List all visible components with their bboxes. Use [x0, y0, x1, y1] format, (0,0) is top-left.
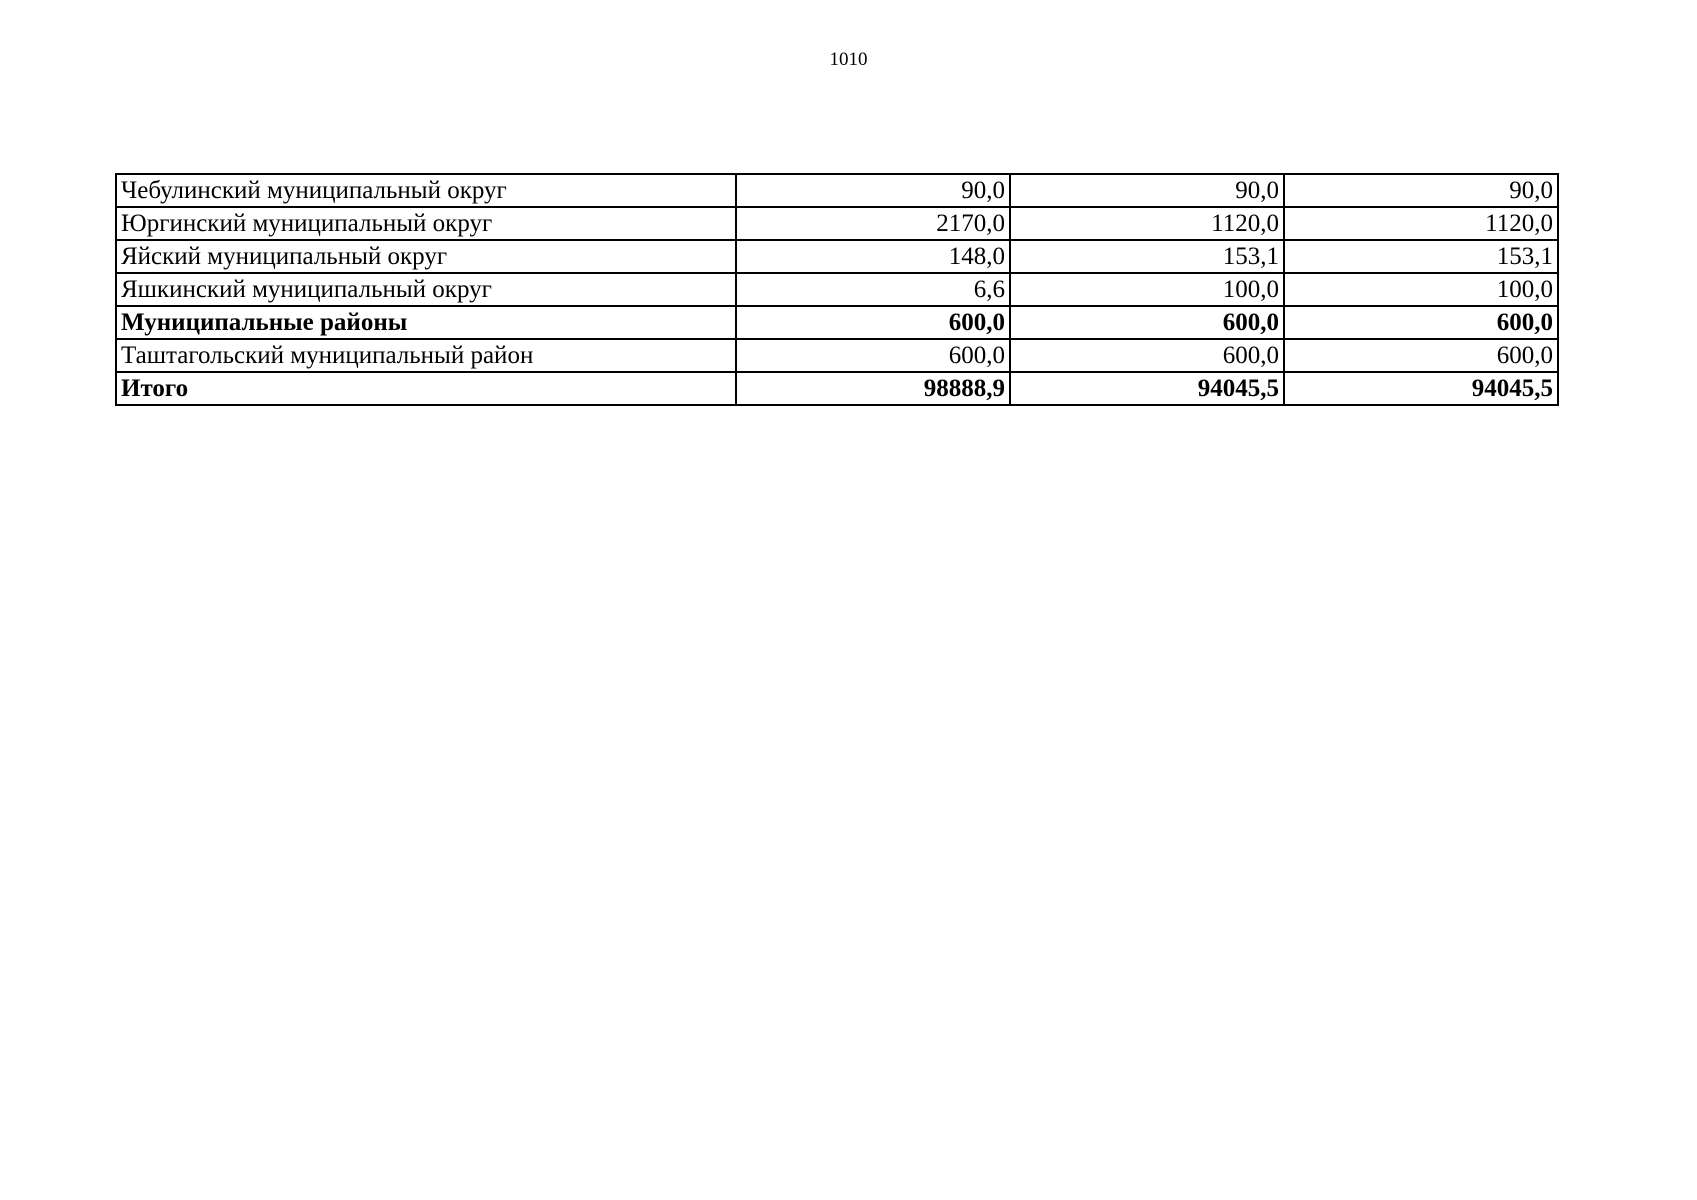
table-row-total — [116, 372, 1558, 405]
row-value-3: 1120,0 — [1284, 207, 1558, 240]
row-value-2: 100,0 — [1010, 273, 1284, 306]
row-name: Яйский муниципальный округ — [116, 240, 736, 273]
row-value-1: 148,0 — [736, 240, 1010, 273]
row-value-2: 1120,0 — [1010, 207, 1284, 240]
row-value-1: 98888,9 — [736, 372, 1010, 405]
row-value-3: 600,0 — [1284, 339, 1558, 372]
row-value-1: 2170,0 — [736, 207, 1010, 240]
row-value-2: 94045,5 — [1010, 372, 1284, 405]
row-value-3: 153,1 — [1284, 240, 1558, 273]
budget-table — [115, 173, 1559, 406]
table-row-subtotal — [116, 306, 1558, 339]
row-value-3: 100,0 — [1284, 273, 1558, 306]
row-name: Итого — [116, 372, 736, 405]
row-value-1: 600,0 — [736, 306, 1010, 339]
row-value-3: 94045,5 — [1284, 372, 1558, 405]
page-number: 1010 — [829, 49, 868, 70]
row-name: Яшкинский муниципальный округ — [116, 273, 736, 306]
row-name: Юргинский муниципальный округ — [116, 207, 736, 240]
row-name: Муниципальные районы — [116, 306, 736, 339]
row-value-2: 600,0 — [1010, 339, 1284, 372]
row-name: Чебулинский муниципальный округ — [116, 174, 736, 207]
row-name: Таштагольский муниципальный район — [116, 339, 736, 372]
table-row — [116, 207, 1558, 240]
row-value-2: 153,1 — [1010, 240, 1284, 273]
row-value-2: 90,0 — [1010, 174, 1284, 207]
table-row — [116, 339, 1558, 372]
row-value-1: 600,0 — [736, 339, 1010, 372]
row-value-3: 600,0 — [1284, 306, 1558, 339]
table-row — [116, 240, 1558, 273]
table-row — [116, 273, 1558, 306]
row-value-1: 90,0 — [736, 174, 1010, 207]
table-row — [116, 174, 1558, 207]
row-value-3: 90,0 — [1284, 174, 1558, 207]
row-value-1: 6,6 — [736, 273, 1010, 306]
row-value-2: 600,0 — [1010, 306, 1284, 339]
